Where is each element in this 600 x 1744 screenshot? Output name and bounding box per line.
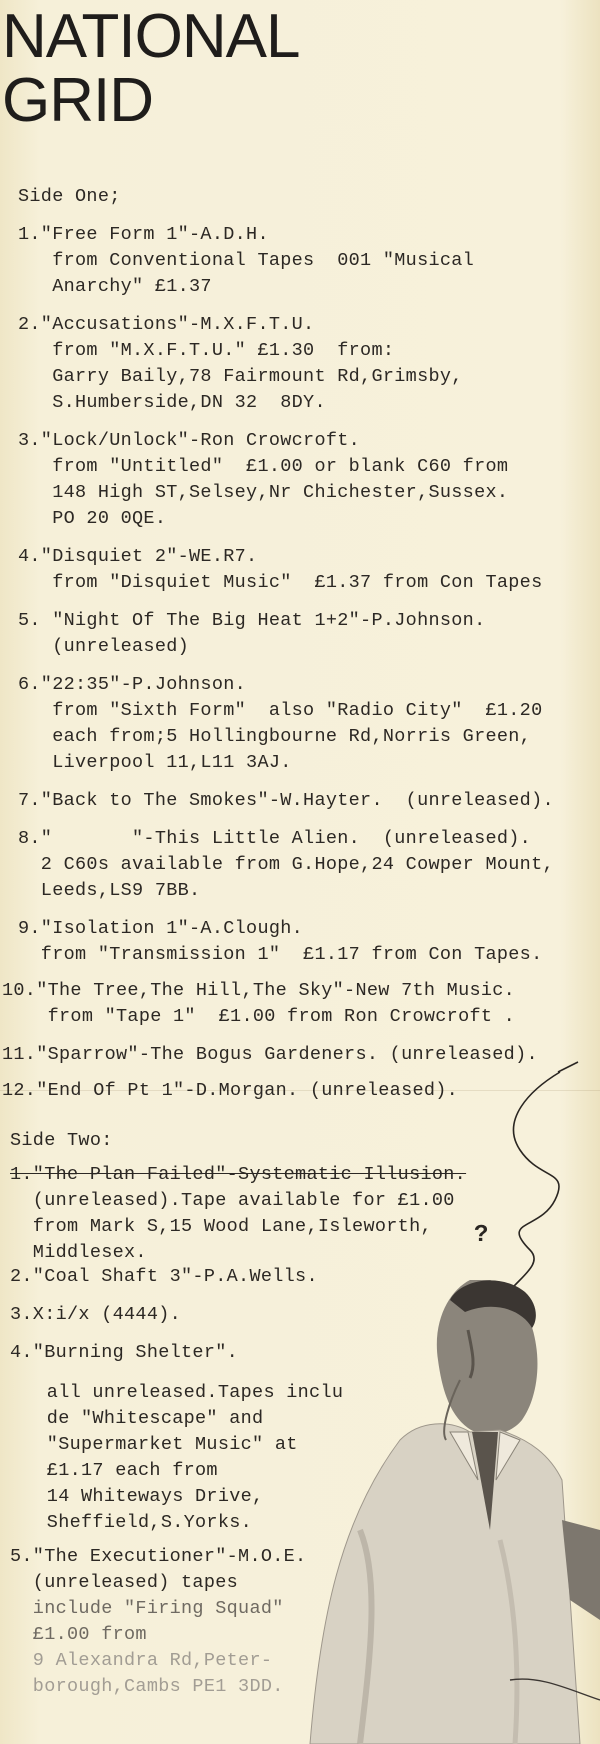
track-line: include "Firing Squad": [10, 1598, 284, 1619]
title-line-national: NATIONAL: [2, 2, 300, 71]
track-line: from "Transmission 1" £1.17 from Con Tapes.: [18, 944, 543, 965]
track-line: Sheffield,S.Yorks.: [24, 1512, 253, 1533]
scribble-tip: [558, 1062, 578, 1072]
track-line: 14 Whiteways Drive,: [24, 1486, 264, 1507]
collage-figure-illustration: [300, 1060, 600, 1744]
track-line: 2."Coal Shaft 3"-P.A.Wells.: [10, 1266, 318, 1287]
track-line: Anarchy" £1.37: [18, 276, 212, 297]
track-line: 1."Free Form 1"-A.D.H.: [18, 224, 269, 245]
track-line: from Mark S,15 Wood Lane,Isleworth,: [10, 1216, 432, 1237]
question-mark: ?: [474, 1222, 489, 1249]
track-line: Liverpool 11,L11 3AJ.: [18, 752, 292, 773]
track-line: S.Humberside,DN 32 8DY.: [18, 392, 326, 413]
track-line: de "Whitescape" and: [24, 1408, 264, 1429]
track-line: 3."Lock/Unlock"-Ron Crowcroft.: [18, 430, 361, 451]
track-line: 4."Burning Shelter".: [10, 1342, 239, 1363]
title-line-grid: GRID: [2, 66, 153, 135]
track-line: 5."The Executioner"-M.O.E.: [10, 1546, 307, 1567]
track-line: from "Untitled" £1.00 or blank C60 from: [18, 456, 509, 477]
track-line: each from;5 Hollingbourne Rd,Norris Green,: [18, 726, 532, 747]
track-line: Middlesex.: [10, 1242, 147, 1263]
track-line: (unreleased) tapes: [10, 1572, 239, 1593]
track-line: 11."Sparrow"-The Bogus Gardeners. (unreleased).: [2, 1044, 538, 1065]
track-line: PO 20 0QE.: [18, 508, 167, 529]
track-line: 1."The Plan Failed"-Systematic Illusion.: [10, 1164, 467, 1185]
track-line: (unreleased).Tape available for £1.00: [10, 1190, 455, 1211]
track-line: 5. "Night Of The Big Heat 1+2"-P.Johnson.: [18, 610, 486, 631]
track-line: 6."22:35"-P.Johnson.: [18, 674, 247, 695]
track-line: £1.17 each from: [24, 1460, 218, 1481]
side-two-heading: Side Two:: [10, 1130, 113, 1151]
track-line: 2."Accusations"-M.X.F.T.U.: [18, 314, 315, 335]
track-line: "Supermarket Music" at: [24, 1434, 298, 1455]
track-line: 10."The Tree,The Hill,The Sky"-New 7th Music.: [2, 980, 516, 1001]
track-line: £1.00 from: [10, 1624, 147, 1645]
track-line: 3.X:i/x (4444).: [10, 1304, 182, 1325]
track-line: Garry Baily,78 Fairmount Rd,Grimsby,: [18, 366, 463, 387]
track-line: 7."Back to The Smokes"-W.Hayter. (unreleased).: [18, 790, 554, 811]
track-line: 9."Isolation 1"-A.Clough.: [18, 918, 304, 939]
track-line: 2 C60s available from G.Hope,24 Cowper Mount,: [18, 854, 554, 875]
track-line: 8." "-This Little Alien. (unreleased).: [18, 828, 532, 849]
track-line: all unreleased.Tapes inclu: [24, 1382, 344, 1403]
track-line: borough,Cambs PE1 3DD.: [10, 1676, 284, 1697]
track-line: Leeds,LS9 7BB.: [18, 880, 201, 901]
shirt: [310, 1424, 580, 1744]
track-line: from "Disquiet Music" £1.37 from Con Tapes: [18, 572, 543, 593]
track-line: 4."Disquiet 2"-WE.R7.: [18, 546, 258, 567]
track-line: (unreleased): [18, 636, 190, 657]
track-line: from "Sixth Form" also "Radio City" £1.20: [18, 700, 543, 721]
track-line: 12."End Of Pt 1"-D.Morgan. (unreleased).: [2, 1080, 459, 1101]
side-one-heading: Side One;: [18, 186, 121, 207]
track-line: from "Tape 1" £1.00 from Ron Crowcroft .: [2, 1006, 516, 1027]
track-line: from Conventional Tapes 001 "Musical: [18, 250, 475, 271]
track-line: 148 High ST,Selsey,Nr Chichester,Sussex.: [18, 482, 509, 503]
track-line: 9 Alexandra Rd,Peter-: [10, 1650, 273, 1671]
track-line: from "M.X.F.T.U." £1.30 from:: [18, 340, 395, 361]
